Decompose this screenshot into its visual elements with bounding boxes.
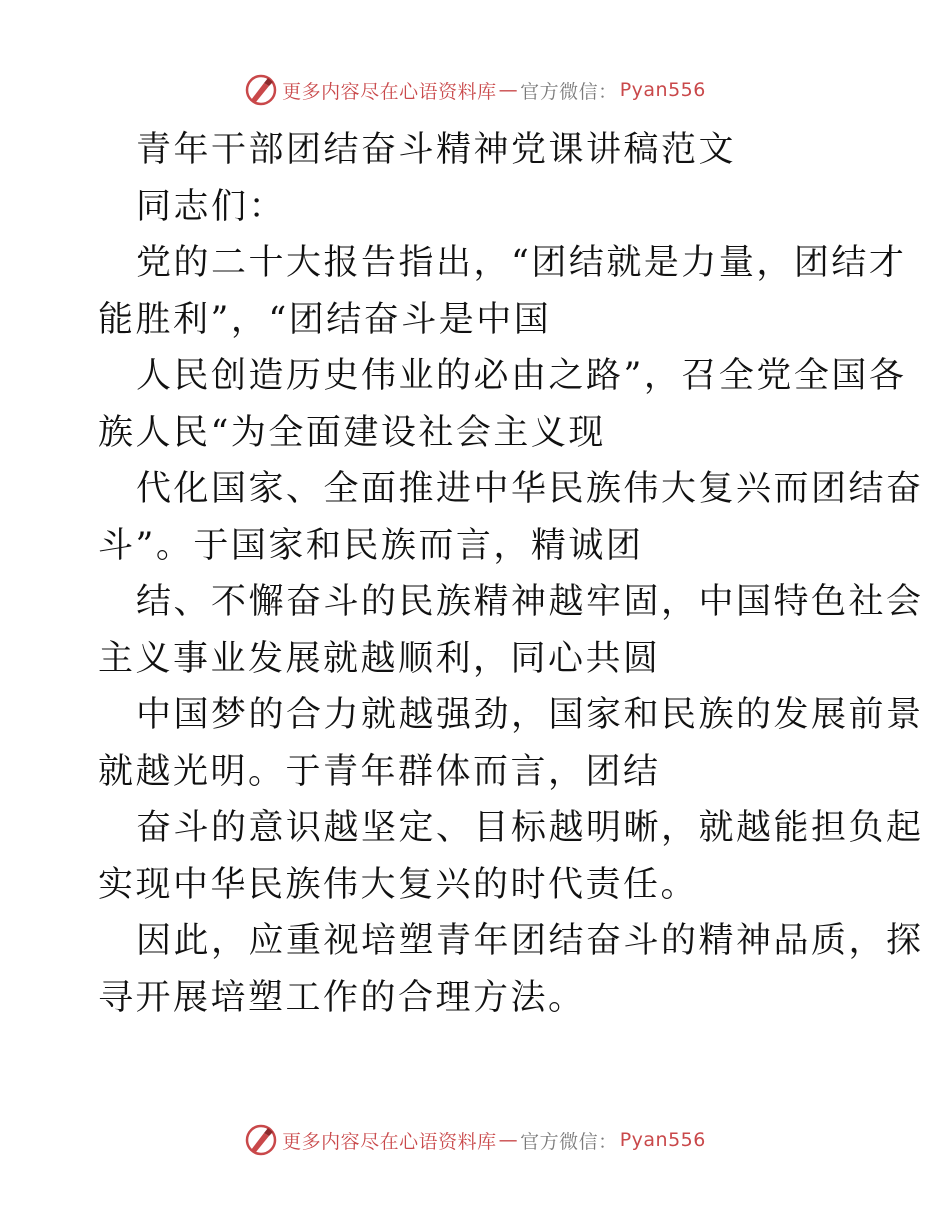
paragraph-line: 代化国家、全面推进中华民族伟大复兴而团结奋 — [136, 469, 924, 509]
banner-wechat-handle: Pyan556 — [619, 79, 706, 101]
salutation: 同志们： — [136, 186, 287, 227]
paragraph-line: 斗”。于国家和民族而言，精诚团 — [98, 525, 644, 566]
pen-logo-icon — [244, 73, 278, 107]
banner-brand-text: 更多内容尽在心语资料库 — [282, 1130, 497, 1153]
banner-dash: — — [498, 79, 519, 101]
document-title: 青年干部团结奋斗精神党课讲稿范文 — [136, 130, 737, 170]
header-banner — [0, 70, 950, 110]
paragraph-line: 寻开展培塑工作的合理方法。 — [98, 977, 586, 1018]
pen-logo-icon — [244, 1123, 278, 1157]
paragraph-line: 党的二十大报告指出，“团结就是力量，团结才 — [136, 243, 907, 283]
paragraph-line: 族人民“为全面建设社会主义现 — [98, 412, 606, 453]
banner-wechat-label: 官方微信： — [520, 1130, 618, 1153]
paragraph-line: 就越光明。于青年群体而言，团结 — [98, 751, 661, 792]
paragraph-line: 奋斗的意识越坚定、目标越明晰，就越能担负起 — [136, 808, 924, 848]
banner-wechat-label: 官方微信： — [520, 80, 618, 103]
footer-banner — [0, 1120, 950, 1160]
paragraph-line: 因此，应重视培塑青年团结奋斗的精神品质，探 — [136, 921, 924, 961]
paragraph-line: 主义事业发展就越顺利，同心共圆 — [98, 638, 661, 679]
paragraph-line: 结、不懈奋斗的民族精神越牢固，中国特色社会 — [136, 582, 924, 622]
paragraph-line: 人民创造历史伟业的必由之路”，召全党全国各 — [136, 356, 907, 396]
paragraph-line: 能胜利”，“团结奋斗是中国 — [98, 299, 552, 340]
banner-dash: — — [498, 1129, 519, 1151]
paragraph-line: 中国梦的合力就越强劲，国家和民族的发展前景 — [136, 695, 924, 735]
banner-brand-text: 更多内容尽在心语资料库 — [282, 80, 497, 103]
paragraph-line: 实现中华民族伟大复兴的时代责任。 — [98, 864, 699, 905]
banner-wechat-handle: Pyan556 — [619, 1129, 706, 1151]
document-body — [98, 122, 924, 1026]
